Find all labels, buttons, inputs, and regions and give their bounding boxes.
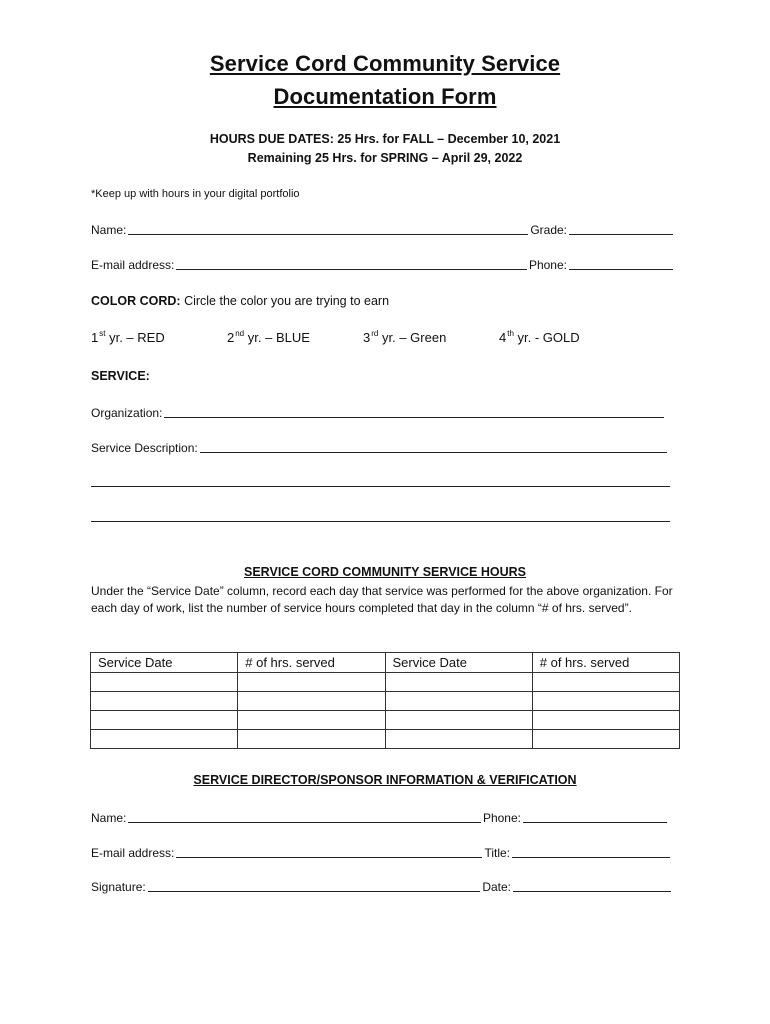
director-name-label: Name: bbox=[91, 811, 127, 825]
form-title-line2: Documentation Form bbox=[273, 84, 497, 109]
director-phone-label: Phone: bbox=[482, 811, 521, 825]
cord-option-green[interactable]: 3rd yr. – Green bbox=[363, 329, 447, 345]
hours-instructions: Under the “Service Date” column, record each day that service was performed for the above organization. For each day of work, list the number of service hours completed that day in the column “# of hrs. served”. bbox=[91, 584, 673, 615]
organization-label: Organization: bbox=[91, 406, 163, 420]
student-name-field[interactable] bbox=[128, 233, 528, 235]
director-date-label: Date: bbox=[482, 880, 511, 894]
column-header: Service Date bbox=[385, 653, 532, 673]
due-dates-line2: Remaining 25 Hrs. for SPRING – April 29, 2022 bbox=[247, 151, 523, 165]
director-title-field[interactable] bbox=[512, 856, 670, 858]
student-phone-label: Phone: bbox=[528, 258, 567, 272]
director-email-field[interactable] bbox=[176, 856, 482, 858]
service-description-line-2[interactable] bbox=[91, 486, 670, 487]
table-cell[interactable] bbox=[532, 730, 679, 749]
table-cell[interactable] bbox=[238, 711, 385, 730]
service-heading: SERVICE: bbox=[91, 369, 150, 383]
form-title-line1: Service Cord Community Service bbox=[209, 51, 561, 76]
director-name-field[interactable] bbox=[128, 821, 481, 823]
table-row bbox=[91, 711, 680, 730]
cord-option-blue[interactable]: 2nd yr. – BLUE bbox=[227, 329, 310, 345]
director-signature-field[interactable] bbox=[148, 890, 481, 892]
color-cord-label: COLOR CORD: bbox=[91, 294, 181, 308]
table-row bbox=[91, 673, 680, 692]
table-cell[interactable] bbox=[385, 711, 532, 730]
table-cell[interactable] bbox=[238, 692, 385, 711]
service-description-label: Service Description: bbox=[91, 441, 198, 455]
table-row bbox=[91, 692, 680, 711]
cord-option-red[interactable]: 1st yr. – RED bbox=[91, 329, 165, 345]
portfolio-note: *Keep up with hours in your digital portfolio bbox=[91, 188, 300, 200]
table-cell[interactable] bbox=[91, 730, 238, 749]
director-phone-field[interactable] bbox=[523, 821, 667, 823]
table-cell[interactable] bbox=[91, 673, 238, 692]
student-grade-label: Grade: bbox=[530, 223, 567, 237]
table-cell[interactable] bbox=[385, 730, 532, 749]
color-cord-instruction bbox=[91, 294, 389, 308]
hours-table bbox=[90, 652, 680, 749]
table-cell[interactable] bbox=[238, 730, 385, 749]
table-cell[interactable] bbox=[532, 673, 679, 692]
director-email-row bbox=[91, 844, 670, 860]
service-description-row bbox=[91, 439, 669, 455]
student-name-label: Name: bbox=[91, 223, 127, 237]
table-cell[interactable] bbox=[91, 711, 238, 730]
table-cell[interactable] bbox=[532, 711, 679, 730]
table-cell[interactable] bbox=[385, 673, 532, 692]
cord-option-gold[interactable]: 4th yr. - GOLD bbox=[499, 329, 580, 345]
hours-table-header bbox=[91, 653, 680, 673]
service-description-field[interactable] bbox=[200, 451, 667, 453]
student-grade-field[interactable] bbox=[569, 233, 673, 235]
column-header: Service Date bbox=[91, 653, 238, 673]
due-dates-line1: HOURS DUE DATES: 25 Hrs. for FALL – December 10, 2021 bbox=[209, 132, 561, 146]
table-cell[interactable] bbox=[91, 692, 238, 711]
service-description-line-3[interactable] bbox=[91, 521, 670, 522]
organization-row bbox=[91, 404, 666, 420]
director-date-field[interactable] bbox=[513, 890, 671, 892]
student-name-row bbox=[91, 221, 673, 237]
table-cell[interactable] bbox=[532, 692, 679, 711]
table-cell[interactable] bbox=[385, 692, 532, 711]
table-row bbox=[91, 730, 680, 749]
hours-heading: SERVICE CORD COMMUNITY SERVICE HOURS bbox=[244, 565, 526, 579]
student-email-label: E-mail address: bbox=[91, 258, 175, 272]
director-heading: SERVICE DIRECTOR/SPONSOR INFORMATION & VERIFICATION bbox=[193, 773, 577, 787]
director-email-label: E-mail address: bbox=[91, 846, 175, 860]
organization-field[interactable] bbox=[164, 416, 664, 418]
director-title-label: Title: bbox=[484, 846, 510, 860]
student-email-row bbox=[91, 256, 673, 272]
director-name-row bbox=[91, 809, 667, 825]
student-email-field[interactable] bbox=[176, 268, 527, 270]
table-cell[interactable] bbox=[238, 673, 385, 692]
student-phone-field[interactable] bbox=[569, 268, 673, 270]
director-signature-label: Signature: bbox=[91, 880, 146, 894]
color-cord-text: Circle the color you are trying to earn bbox=[184, 294, 390, 308]
column-header: # of hrs. served bbox=[532, 653, 679, 673]
director-signature-row bbox=[91, 878, 671, 894]
column-header: # of hrs. served bbox=[238, 653, 385, 673]
